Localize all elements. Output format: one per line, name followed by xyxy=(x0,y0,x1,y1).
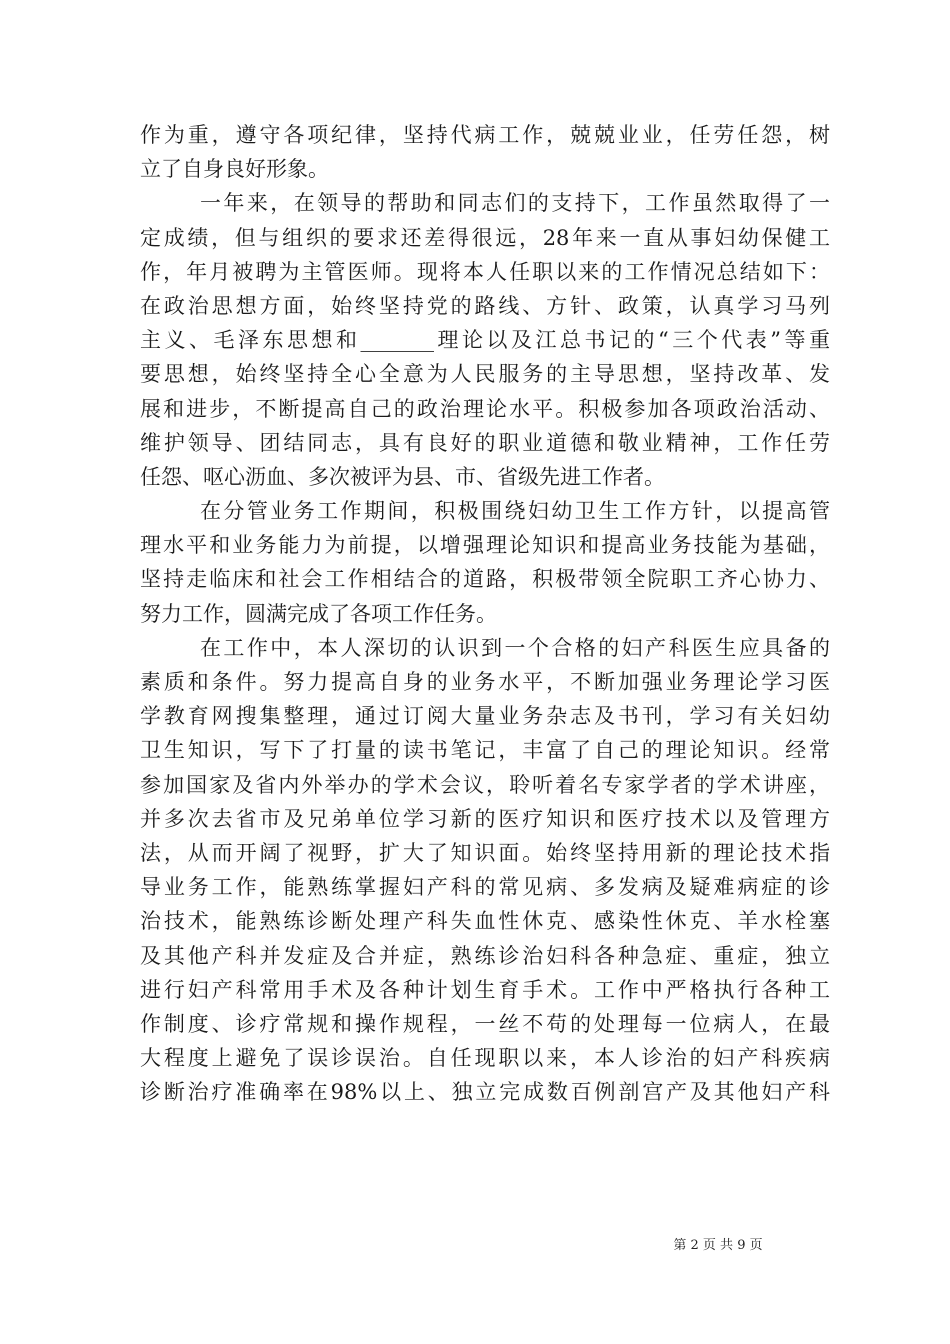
text-line: 立了自身良好形象。 xyxy=(140,157,329,182)
page-footer xyxy=(0,1234,950,1253)
text-line: 作为重，遵守各项纪律，坚持代病工作，兢兢业业，任劳任怨，树 xyxy=(140,123,830,147)
text-line: 并多次去省市及兄弟单位学习新的医疗知识和医疗技术以及管理方 xyxy=(140,806,830,831)
text-line: 诊断治疗准确率在98%以上、独立完成数百例剖宫产及其他妇产科 xyxy=(140,1080,830,1105)
body-text xyxy=(140,118,830,1109)
text-line: 卫生知识，写下了打量的读书笔记，丰富了自己的理论知识。经常 xyxy=(140,738,830,763)
paragraph-first-line: 一年来，在领导的帮助和同志们的支持下，工作虽然取得了一 xyxy=(200,191,830,216)
paragraph-first-line: 在分管业务工作期间，积极围绕妇幼卫生工作方针，以提高管 xyxy=(200,499,830,524)
text-line: 法，从而开阔了视野，扩大了知识面。始终坚持用新的理论技术指 xyxy=(140,840,830,865)
text-line: 学教育网搜集整理，通过订阅大量业务杂志及书刊，学习有关妇幼 xyxy=(140,704,830,729)
page-number: 第 2 页 共 9 页 xyxy=(673,1238,763,1253)
text-line: 作，年月被聘为主管医师。现将本人任职以来的工作情况总结如下： xyxy=(140,259,830,284)
text-line: 进行妇产科常用手术及各种计划生育手术。工作中严格执行各种工 xyxy=(140,977,830,1002)
text-line: 素质和条件。努力提高自身的业务水平，不断加强业务理论学习医 xyxy=(140,670,830,694)
text-line: 坚持走临床和社会工作相结合的道路，积极带领全院职工齐心协力、 xyxy=(140,567,830,592)
text-line: 要思想，始终坚持全心全意为人民服务的主导思想，坚持改革、发 xyxy=(140,362,830,387)
text-line: 大程度上避免了误诊误治。自任现职以来，本人诊治的妇产科疾病 xyxy=(140,1046,830,1071)
text-line: 维护领导、团结同志，具有良好的职业道德和敬业精神，工作任劳 xyxy=(140,430,830,455)
text-line: 展和进步，不断提高自己的政治理论水平。积极参加各项政治活动、 xyxy=(140,396,830,421)
text-line: 努力工作，圆满完成了各项工作任务。 xyxy=(140,601,497,626)
text-line: 参加国家及省内外举办的学术会议，聆听着名专家学者的学术讲座， xyxy=(140,772,830,797)
text-line: 理水平和业务能力为前提，以增强理论知识和提高业务技能为基础， xyxy=(140,533,830,558)
text-line: 主义、毛泽东思想和_______理论以及江总书记的“三个代表”等重 xyxy=(140,328,830,353)
text-line: 任怨、呕心沥血、多次被评为县、市、省级先进工作者。 xyxy=(140,464,665,489)
text-line: 导业务工作，能熟练掌握妇产科的常见病、多发病及疑难病症的诊 xyxy=(140,875,830,900)
text-line: 及其他产科并发症及合并症，熟练诊治妇科各种急症、重症，独立 xyxy=(140,943,830,968)
text-line: 定成绩，但与组织的要求还差得很远，28年来一直从事妇幼保健工 xyxy=(140,225,830,250)
text-line: 作制度、诊疗常规和操作规程，一丝不苟的处理每一位病人，在最 xyxy=(140,1011,830,1036)
text-line: 治技术，能熟练诊断处理产科失血性休克、感染性休克、羊水栓塞 xyxy=(140,909,830,934)
paragraph-first-line: 在工作中，本人深切的认识到一个合格的妇产科医生应具备的 xyxy=(200,635,830,660)
text-line: 在政治思想方面，始终坚持党的路线、方针、政策，认真学习马列 xyxy=(140,293,830,318)
